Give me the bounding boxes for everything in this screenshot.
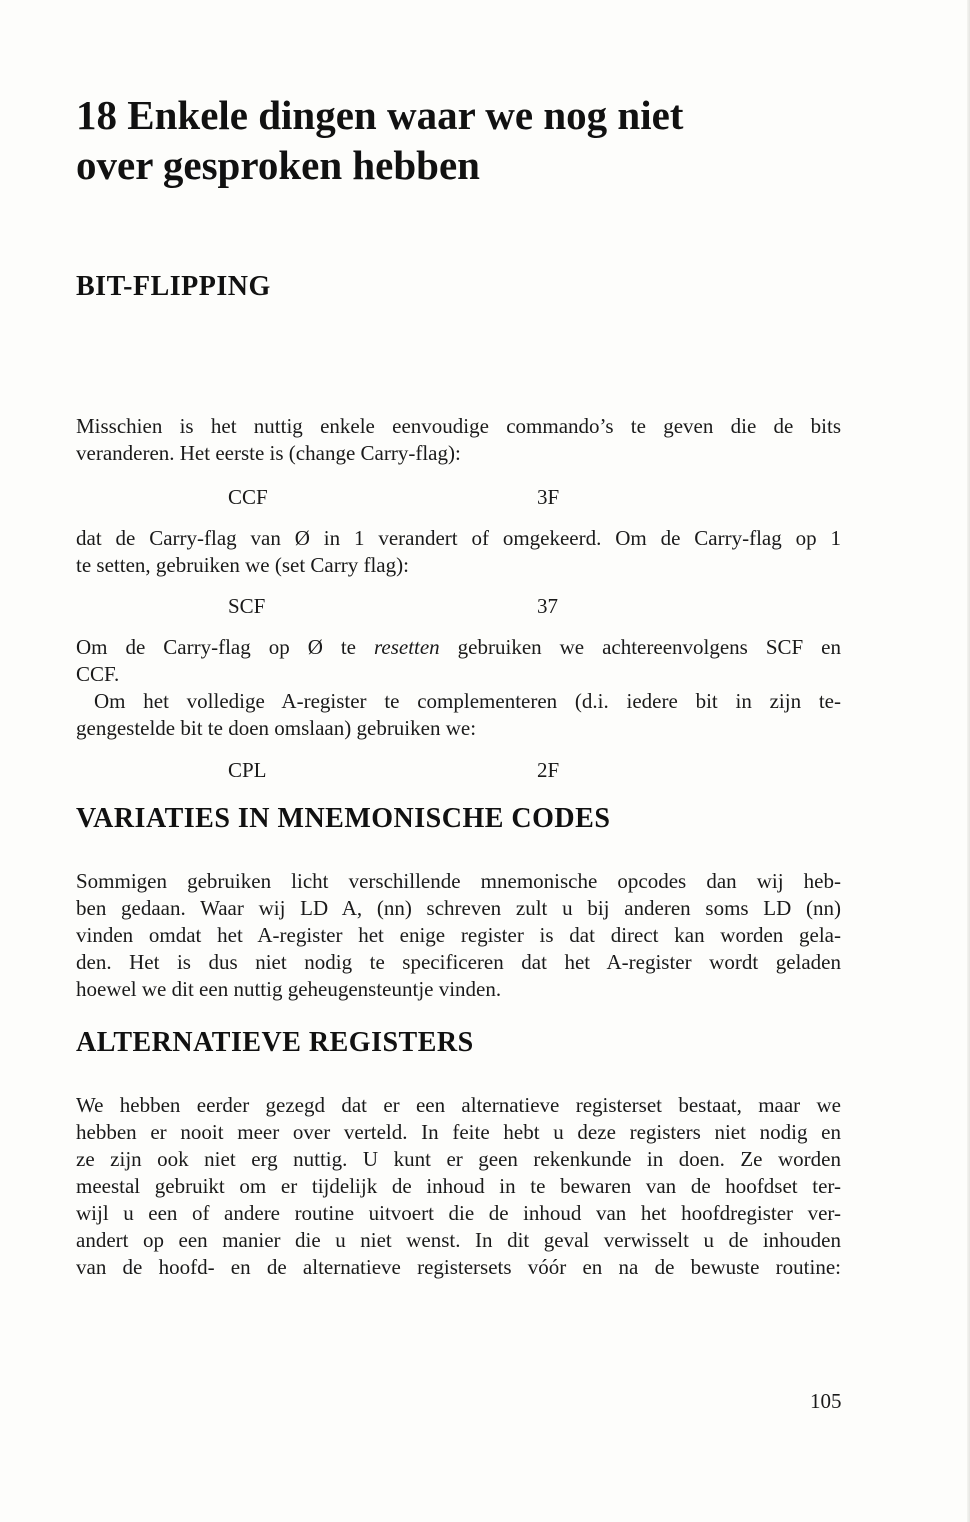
opcode: 2F: [537, 758, 560, 782]
paragraph-line: andert op een manier die u niet wenst. In dit geval verwisselt u de inhouden: [76, 1228, 841, 1252]
paragraph-line: gengestelde bit te doen omslaan) gebruiken we:: [76, 716, 477, 740]
paragraph-line: hoewel we dit een nuttig geheugensteuntje vinden.: [76, 977, 502, 1001]
paragraph-line: ben gedaan. Waar wij LD A, (nn) schreven zult u bij anderen soms LD (nn): [76, 896, 841, 920]
paragraph-line: [76, 634, 841, 661]
paragraph-line: Om het volledige A-register te complementeren (d.i. iedere bit in zijn te-: [94, 689, 841, 713]
section-heading-variaties: VARIATIES IN MNEMONISCHE CODES: [76, 803, 611, 834]
paragraph-line: CCF.: [76, 662, 120, 686]
paragraph-line: den. Het is dus niet nodig te specificeren dat het A-register wordt geladen: [76, 950, 841, 974]
paragraph-line: te setten, gebruiken we (set Carry flag):: [76, 553, 409, 577]
paragraph-line: van de hoofd- en de alternatieve registersets vóór en na de bewuste routine:: [76, 1255, 841, 1279]
chapter-title-line-2: over gesproken hebben: [76, 142, 480, 188]
mnemonic: SCF: [228, 594, 266, 618]
code-row-cpl: [228, 757, 628, 784]
paragraph-bits-intro: [76, 413, 841, 467]
paragraph-alternatieve: [76, 1092, 841, 1281]
paragraph-line: veranderen. Het eerste is (change Carry-flag):: [76, 441, 461, 465]
page-number: 105: [810, 1389, 842, 1413]
paragraph-line: We hebben eerder gezegd dat er een alternatieve registerset bestaat, maar we: [76, 1093, 841, 1117]
text-run: Om de Carry-flag op Ø te: [76, 635, 374, 659]
code-row-scf: [228, 593, 628, 620]
paragraph-variaties: [76, 868, 841, 1003]
mnemonic: CCF: [228, 485, 268, 509]
paragraph-carry-flag: [76, 525, 841, 579]
paragraph-line: Sommigen gebruiken licht verschillende mnemonische opcodes dan wij heb-: [76, 869, 841, 893]
paragraph-line: wijl u een of andere routine uitvoert die de inhoud van het hoofdregister ver-: [76, 1201, 841, 1225]
chapter-title: [76, 90, 876, 190]
opcode: 3F: [537, 485, 560, 509]
paragraph-line: ze zijn ook niet erg nuttig. U kunt er geen rekenkunde in doen. Ze worden: [76, 1147, 841, 1171]
section-heading-bit-flipping: BIT-FLIPPING: [76, 271, 271, 302]
code-row-ccf: [228, 484, 628, 511]
emphasis-resetten: resetten: [373, 635, 440, 659]
mnemonic: CPL: [228, 758, 267, 782]
paragraph-line: vinden omdat het A-register het enige register is dat direct kan worden gela-: [76, 923, 841, 947]
paragraph-line: Misschien is het nuttig enkele eenvoudige commando’s te geven die de bits: [76, 414, 841, 438]
paragraph-line: meestal gebruikt om er tijdelijk de inhoud in te bewaren van de hoofdset ter-: [76, 1174, 841, 1198]
section-heading-alternatieve-registers: ALTERNATIEVE REGISTERS: [76, 1027, 474, 1058]
text-run: gebruiken we achtereenvolgens SCF en: [439, 635, 841, 659]
opcode: 37: [537, 594, 558, 618]
paragraph-reset: [76, 634, 841, 742]
paragraph-line: dat de Carry-flag van Ø in 1 verandert of omgekeerd. Om de Carry-flag op 1: [76, 526, 841, 550]
paragraph-line: hebben er nooit meer over verteld. In feite hebt u deze registers niet nodig en: [76, 1120, 841, 1144]
chapter-title-line-1: 18 Enkele dingen waar we nog niet: [76, 92, 684, 138]
